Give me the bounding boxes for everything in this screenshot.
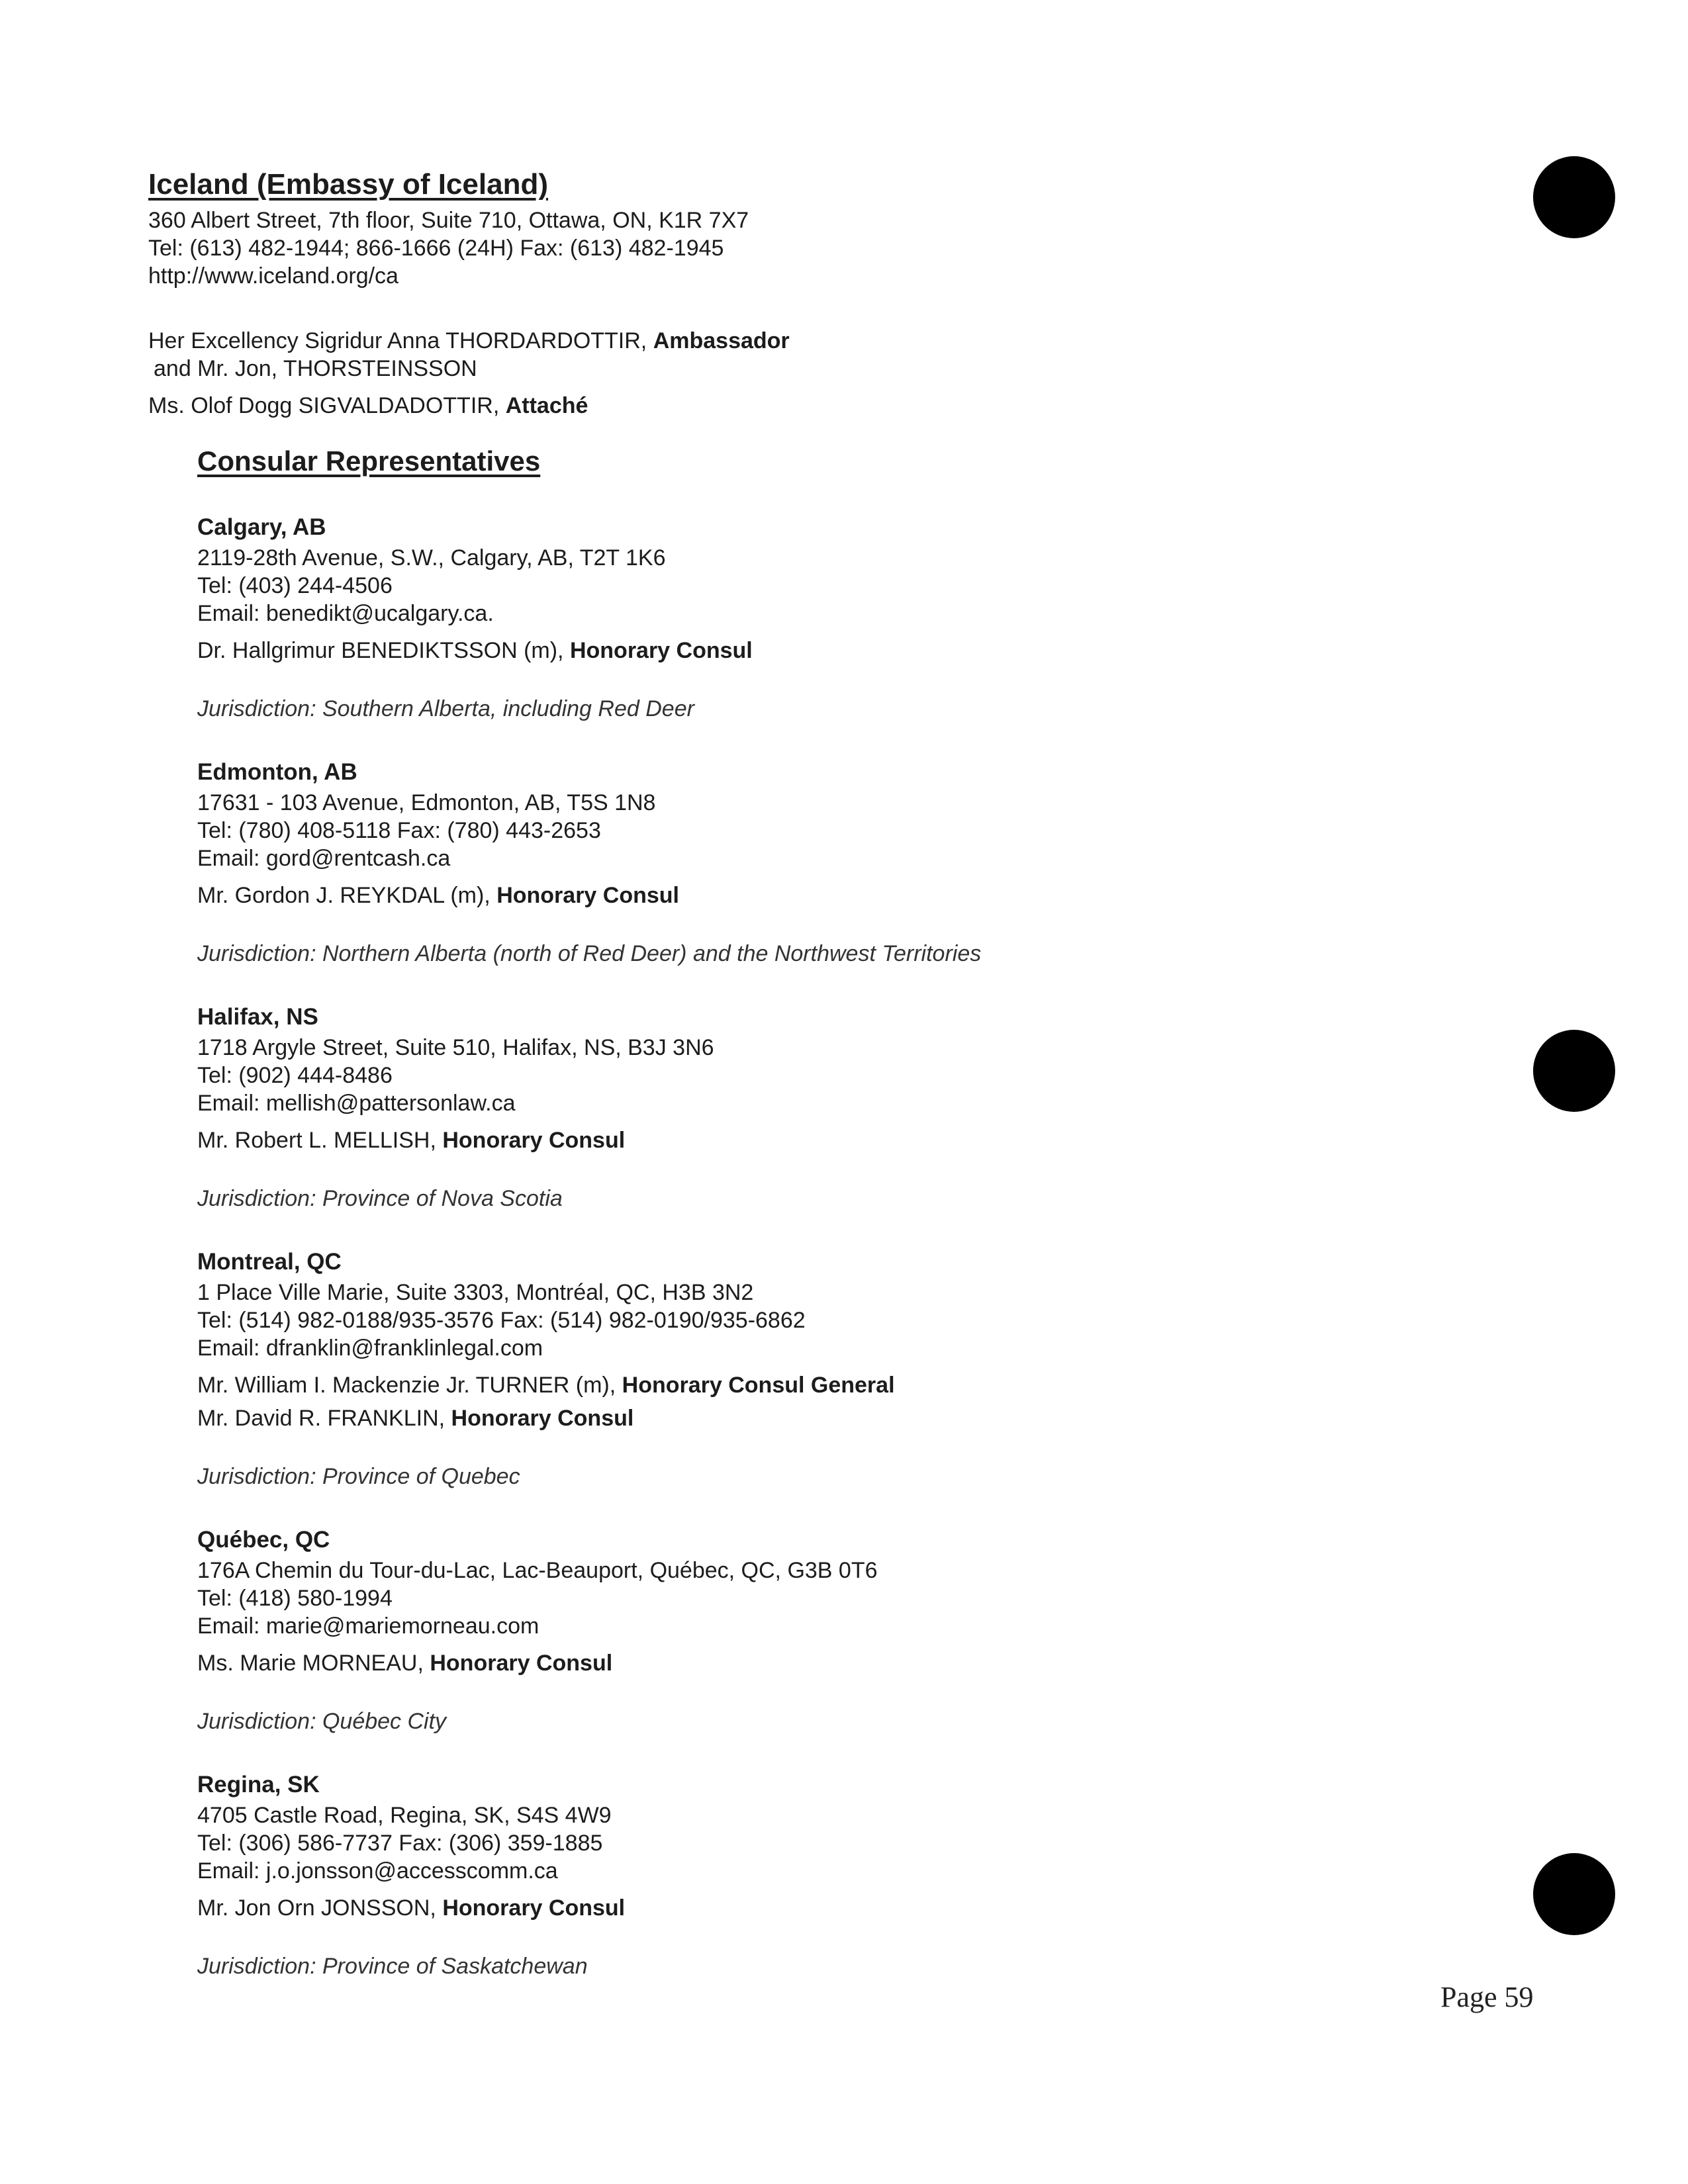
office-city: Montreal, QC: [197, 1249, 342, 1275]
embassy-address: 360 Albert Street, 7th floor, Suite 710, Ottawa, ON, K1R 7X7: [148, 208, 749, 233]
office-email: Email: benedikt@ucalgary.ca.: [197, 601, 494, 626]
office-jurisdiction: [197, 1463, 1455, 1490]
rep-name: Dr. Hallgrimur BENEDIKTSSON (m),: [197, 638, 570, 663]
rep-title: Honorary Consul: [430, 1651, 613, 1676]
office-phone: Tel: (418) 580-1994: [197, 1586, 393, 1611]
office-halifax: [197, 1002, 1455, 1212]
staff-title: Attaché: [505, 393, 588, 418]
office-city: Calgary, AB: [197, 514, 326, 540]
office-calgary: [197, 512, 1455, 723]
office-jurisdiction: [197, 1185, 1455, 1212]
office-address: 1718 Argyle Street, Suite 510, Halifax, NS, B3J 3N6: [197, 1035, 714, 1060]
staff-attache: [148, 392, 1406, 420]
office-rep: [197, 880, 1455, 911]
rep-title: Honorary Consul: [442, 1128, 626, 1153]
rep-title: Honorary Consul: [451, 1406, 634, 1431]
embassy-section: [148, 167, 1406, 420]
office-address: 17631 - 103 Avenue, Edmonton, AB, T5S 1N8: [197, 790, 656, 815]
rep-name: Mr. Jon Orn JONSSON,: [197, 1895, 443, 1921]
jurisdiction-label: Jurisdiction:: [197, 1186, 316, 1211]
office-rep: [197, 635, 1455, 666]
consular-section: [197, 443, 1455, 1980]
office-address: 2119-28th Avenue, S.W., Calgary, AB, T2T 1K6: [197, 545, 666, 570]
jurisdiction-label: Jurisdiction:: [197, 1954, 316, 1979]
office-jurisdiction: [197, 940, 1455, 968]
rep-title: Honorary Consul: [442, 1895, 626, 1921]
jurisdiction-text: Québec City: [316, 1709, 447, 1734]
rep-title: Honorary Consul: [569, 638, 753, 663]
embassy-title: Iceland (Embassy of Iceland): [148, 168, 548, 201]
page-number: Page 59: [1440, 1981, 1534, 2013]
rep-name: Mr. William I. Mackenzie Jr. TURNER (m),: [197, 1373, 622, 1398]
jurisdiction-text: Southern Alberta, including Red Deer: [316, 696, 694, 721]
office-phone: Tel: (514) 982-0188/935-3576 Fax: (514) 982-0190/935-6862: [197, 1308, 806, 1333]
embassy-website: http://www.iceland.org/ca: [148, 263, 399, 289]
jurisdiction-label: Jurisdiction:: [197, 1464, 316, 1489]
jurisdiction-text: Province of Nova Scotia: [316, 1186, 563, 1211]
staff-name: Ms. Olof Dogg SIGVALDADOTTIR,: [148, 393, 506, 418]
office-phone: Tel: (403) 244-4506: [197, 573, 393, 598]
office-address: 176A Chemin du Tour-du-Lac, Lac-Beauport, Québec, QC, G3B 0T6: [197, 1558, 878, 1583]
office-phone: Tel: (780) 408-5118 Fax: (780) 443-2653: [197, 818, 601, 843]
office-rep: [197, 1370, 1455, 1400]
office-rep: [197, 1403, 1455, 1433]
rep-name: Mr. Gordon J. REYKDAL (m),: [197, 883, 497, 908]
rep-name: Ms. Marie MORNEAU,: [197, 1651, 430, 1676]
rep-name: Mr. Robert L. MELLISH,: [197, 1128, 443, 1153]
office-address: 4705 Castle Road, Regina, SK, S4S 4W9: [197, 1803, 612, 1828]
binder-hole-icon: [1533, 156, 1615, 238]
office-montreal: [197, 1247, 1455, 1490]
office-address: 1 Place Ville Marie, Suite 3303, Montréal, QC, H3B 3N2: [197, 1280, 754, 1305]
rep-name: Mr. David R. FRANKLIN,: [197, 1406, 451, 1431]
binder-hole-icon: [1533, 1030, 1615, 1112]
office-city: Québec, QC: [197, 1527, 330, 1553]
office-regina: [197, 1770, 1455, 1980]
office-quebec: [197, 1525, 1455, 1735]
jurisdiction-label: Jurisdiction:: [197, 1709, 316, 1734]
office-rep: [197, 1125, 1455, 1156]
office-email: Email: marie@mariemorneau.com: [197, 1614, 539, 1639]
office-phone: Tel: (902) 444-8486: [197, 1063, 393, 1088]
office-email: Email: dfranklin@franklinlegal.com: [197, 1336, 543, 1361]
consular-heading: Consular Representatives: [197, 445, 541, 477]
office-rep: [197, 1893, 1455, 1923]
staff-name: Her Excellency Sigridur Anna THORDARDOTTIR,: [148, 328, 653, 353]
office-jurisdiction: [197, 695, 1455, 723]
binder-hole-icon: [1533, 1853, 1615, 1935]
staff-spouse: [148, 355, 1406, 383]
office-rep: [197, 1648, 1455, 1678]
office-email: Email: gord@rentcash.ca: [197, 846, 451, 871]
office-email: Email: mellish@pattersonlaw.ca: [197, 1091, 516, 1116]
office-jurisdiction: [197, 1952, 1455, 1980]
staff-title: Ambassador: [653, 328, 790, 353]
office-city: Regina, SK: [197, 1772, 320, 1797]
jurisdiction-label: Jurisdiction:: [197, 696, 316, 721]
jurisdiction-text: Province of Quebec: [316, 1464, 520, 1489]
office-phone: Tel: (306) 586-7737 Fax: (306) 359-1885: [197, 1831, 603, 1856]
jurisdiction-text: Northern Alberta (north of Red Deer) and the Northwest Territories: [316, 941, 982, 966]
staff-name: and Mr. Jon, THORSTEINSSON: [154, 356, 477, 381]
office-city: Halifax, NS: [197, 1004, 318, 1030]
jurisdiction-text: Province of Saskatchewan: [316, 1954, 588, 1979]
rep-title: Honorary Consul General: [622, 1373, 895, 1398]
embassy-phone: Tel: (613) 482-1944; 866-1666 (24H) Fax: (613) 482-1945: [148, 236, 724, 261]
office-jurisdiction: [197, 1707, 1455, 1735]
office-edmonton: [197, 757, 1455, 968]
jurisdiction-label: Jurisdiction:: [197, 941, 316, 966]
staff-ambassador: [148, 327, 1406, 355]
office-city: Edmonton, AB: [197, 759, 357, 785]
rep-title: Honorary Consul: [496, 883, 679, 908]
office-email: Email: j.o.jonsson@accesscomm.ca: [197, 1858, 558, 1884]
